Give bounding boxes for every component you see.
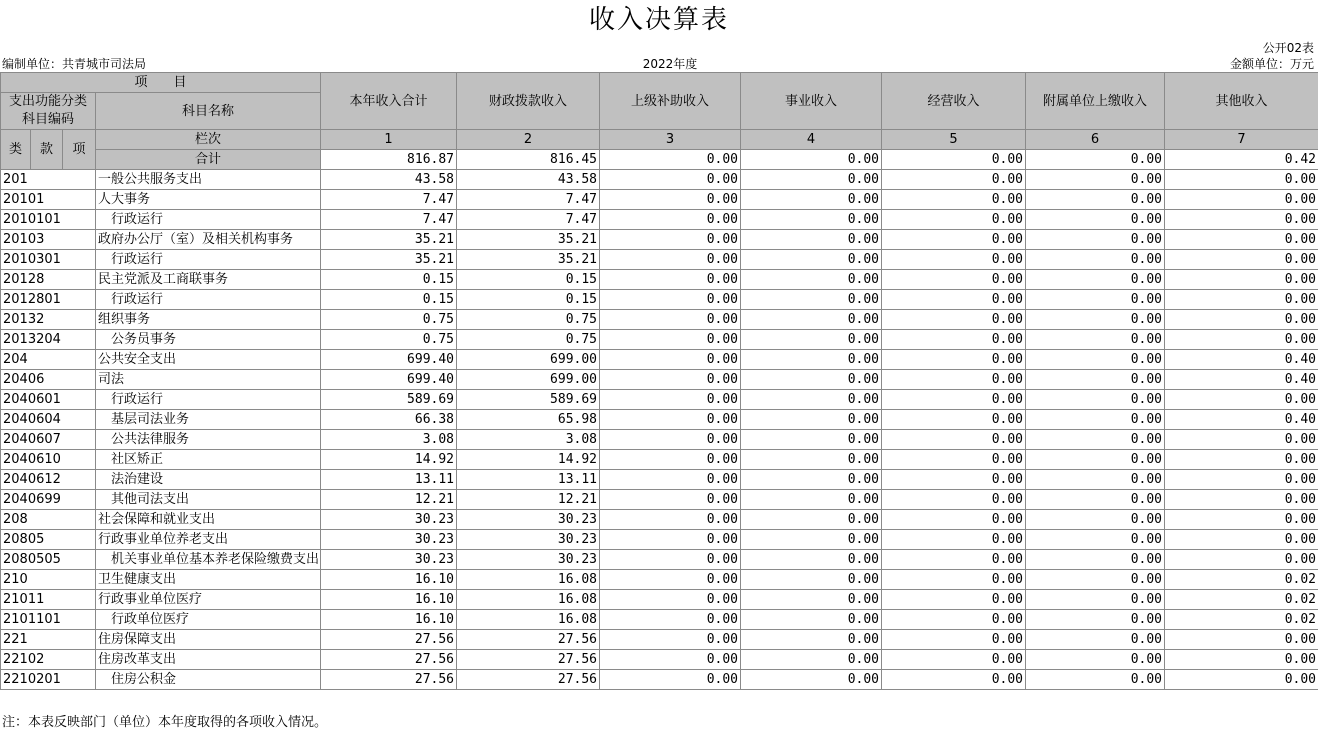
row-value: 0.00 (600, 510, 741, 530)
table-row (1, 450, 1318, 470)
row-code: 2012801 (1, 290, 96, 310)
row-value: 0.00 (741, 570, 882, 590)
table-row (1, 610, 1318, 630)
row-value: 0.00 (882, 230, 1026, 250)
row-name: 机关事业单位基本养老保险缴费支出 (96, 550, 321, 570)
row-code: 210 (1, 570, 96, 590)
row-value: 0.15 (457, 290, 600, 310)
table-row (1, 330, 1318, 350)
row-value: 0.00 (741, 170, 882, 190)
col-header-4: 事业收入 (741, 73, 882, 130)
col-number-1: 1 (321, 130, 457, 150)
row-value: 0.00 (882, 390, 1026, 410)
row-value: 0.00 (1026, 550, 1165, 570)
row-value: 0.00 (600, 630, 741, 650)
row-code: 204 (1, 350, 96, 370)
row-code: 21011 (1, 590, 96, 610)
row-value: 0.00 (1165, 650, 1318, 670)
row-value: 699.00 (457, 350, 600, 370)
row-value: 0.15 (321, 270, 457, 290)
col-header-5: 经营收入 (882, 73, 1026, 130)
row-value: 0.00 (741, 370, 882, 390)
row-name: 行政运行 (96, 210, 321, 230)
total-value: 0.00 (600, 150, 741, 170)
row-name: 行政事业单位养老支出 (96, 530, 321, 550)
row-value: 0.00 (741, 650, 882, 670)
col-header-6: 附属单位上缴收入 (1026, 73, 1165, 130)
row-value: 0.00 (1026, 350, 1165, 370)
row-value: 0.00 (1026, 530, 1165, 550)
table-row (1, 630, 1318, 650)
row-name: 住房改革支出 (96, 650, 321, 670)
row-value: 0.00 (741, 510, 882, 530)
row-value: 0.00 (741, 310, 882, 330)
row-value: 0.00 (1026, 570, 1165, 590)
row-value: 0.00 (1165, 450, 1318, 470)
year-label: 2022年度 (642, 57, 698, 71)
row-value: 0.75 (321, 330, 457, 350)
col-number-6: 6 (1026, 130, 1165, 150)
table-row (1, 410, 1318, 430)
row-value: 0.00 (1026, 510, 1165, 530)
row-value: 0.00 (741, 630, 882, 650)
total-label: 合计 (96, 150, 321, 170)
row-value: 14.92 (321, 450, 457, 470)
header-xiang: 项 (63, 130, 96, 170)
row-value: 699.00 (457, 370, 600, 390)
row-value: 0.40 (1165, 350, 1318, 370)
row-value: 0.00 (1026, 410, 1165, 430)
header-lei: 类 (1, 130, 31, 170)
row-name: 社会保障和就业支出 (96, 510, 321, 530)
table-row (1, 310, 1318, 330)
total-value: 816.87 (321, 150, 457, 170)
row-value: 0.00 (600, 210, 741, 230)
table-row (1, 510, 1318, 530)
row-value: 0.00 (882, 410, 1026, 430)
row-value: 589.69 (457, 390, 600, 410)
row-value: 0.00 (741, 430, 882, 450)
table-row (1, 490, 1318, 510)
row-value: 7.47 (321, 190, 457, 210)
row-value: 699.40 (321, 350, 457, 370)
row-value: 0.00 (1026, 370, 1165, 390)
row-code: 2040601 (1, 390, 96, 410)
row-code: 201 (1, 170, 96, 190)
row-name: 其他司法支出 (96, 490, 321, 510)
row-value: 0.00 (600, 190, 741, 210)
row-value: 30.23 (321, 510, 457, 530)
row-code: 2010101 (1, 210, 96, 230)
row-value: 0.00 (1026, 270, 1165, 290)
table-row (1, 250, 1318, 270)
footnote: 注：本表反映部门（单位）本年度取得的各项收入情况。 (2, 715, 328, 730)
row-code: 2210201 (1, 670, 96, 690)
row-value: 0.40 (1165, 410, 1318, 430)
row-value: 0.00 (600, 670, 741, 690)
row-code: 2040604 (1, 410, 96, 430)
row-value: 30.23 (321, 550, 457, 570)
row-value: 0.00 (882, 270, 1026, 290)
row-value: 0.00 (882, 530, 1026, 550)
row-value: 43.58 (321, 170, 457, 190)
col-number-5: 5 (882, 130, 1026, 150)
row-value: 0.00 (600, 230, 741, 250)
row-value: 27.56 (457, 630, 600, 650)
row-name: 基层司法业务 (96, 410, 321, 430)
row-value: 0.00 (1026, 290, 1165, 310)
row-name: 行政事业单位医疗 (96, 590, 321, 610)
row-value: 0.00 (1026, 190, 1165, 210)
row-value: 0.00 (1026, 470, 1165, 490)
row-code: 221 (1, 630, 96, 650)
total-value: 816.45 (457, 150, 600, 170)
row-value: 0.00 (741, 250, 882, 270)
table-row (1, 650, 1318, 670)
row-value: 0.00 (741, 190, 882, 210)
row-value: 0.00 (1026, 230, 1165, 250)
row-value: 0.00 (1165, 510, 1318, 530)
row-name: 行政单位医疗 (96, 610, 321, 630)
row-value: 0.00 (882, 590, 1026, 610)
row-value: 0.00 (882, 370, 1026, 390)
row-value: 0.00 (882, 510, 1026, 530)
header-xiangmu: 项 目 (1, 73, 321, 93)
row-code: 2040610 (1, 450, 96, 470)
row-code: 2040699 (1, 490, 96, 510)
row-value: 0.00 (1165, 390, 1318, 410)
row-value: 0.00 (882, 470, 1026, 490)
row-value: 0.00 (1165, 490, 1318, 510)
row-value: 0.00 (600, 330, 741, 350)
row-value: 0.00 (1026, 390, 1165, 410)
row-value: 0.00 (600, 350, 741, 370)
row-value: 12.21 (321, 490, 457, 510)
table-row (1, 210, 1318, 230)
total-value: 0.00 (741, 150, 882, 170)
row-name: 行政运行 (96, 250, 321, 270)
row-value: 0.00 (600, 550, 741, 570)
table-row (1, 270, 1318, 290)
row-code: 20406 (1, 370, 96, 390)
row-value: 0.00 (882, 650, 1026, 670)
row-value: 0.00 (1026, 170, 1165, 190)
row-value: 0.00 (882, 210, 1026, 230)
row-value: 0.00 (741, 550, 882, 570)
row-value: 0.00 (1165, 250, 1318, 270)
row-value: 0.00 (882, 610, 1026, 630)
row-value: 0.00 (882, 670, 1026, 690)
row-value: 0.00 (741, 350, 882, 370)
row-value: 35.21 (457, 230, 600, 250)
row-value: 0.00 (741, 530, 882, 550)
row-value: 30.23 (457, 530, 600, 550)
col-number-3: 3 (600, 130, 741, 150)
row-value: 0.00 (1026, 650, 1165, 670)
row-value: 0.75 (457, 310, 600, 330)
row-value: 13.11 (457, 470, 600, 490)
row-code: 2010301 (1, 250, 96, 270)
total-value: 0.42 (1165, 150, 1318, 170)
header-code-group: 支出功能分类科目编码 (1, 93, 96, 130)
row-value: 0.00 (1165, 270, 1318, 290)
row-value: 0.00 (600, 590, 741, 610)
table-row (1, 230, 1318, 250)
row-name: 行政运行 (96, 390, 321, 410)
row-value: 0.00 (1165, 430, 1318, 450)
row-value: 66.38 (321, 410, 457, 430)
row-value: 27.56 (321, 650, 457, 670)
table-row (1, 550, 1318, 570)
col-number-4: 4 (741, 130, 882, 150)
row-value: 7.47 (457, 210, 600, 230)
row-value: 16.08 (457, 570, 600, 590)
header-lanci: 栏次 (96, 130, 321, 150)
row-value: 0.00 (1165, 170, 1318, 190)
row-value: 0.00 (882, 190, 1026, 210)
row-value: 0.00 (741, 390, 882, 410)
row-value: 0.75 (321, 310, 457, 330)
unit-label: 编制单位：共青城市司法局 (2, 57, 147, 71)
row-code: 2013204 (1, 330, 96, 350)
total-row (1, 150, 1318, 170)
row-value: 0.00 (741, 490, 882, 510)
row-value: 0.00 (1165, 630, 1318, 650)
row-value: 0.00 (882, 630, 1026, 650)
row-value: 0.00 (1165, 290, 1318, 310)
table-row (1, 190, 1318, 210)
row-value: 0.00 (600, 170, 741, 190)
row-value: 65.98 (457, 410, 600, 430)
row-value: 27.56 (321, 670, 457, 690)
table-row (1, 390, 1318, 410)
row-value: 0.00 (882, 570, 1026, 590)
header-subject-name: 科目名称 (96, 93, 321, 130)
row-value: 27.56 (457, 670, 600, 690)
row-value: 0.00 (1026, 670, 1165, 690)
row-value: 27.56 (457, 650, 600, 670)
row-value: 16.08 (457, 590, 600, 610)
row-value: 0.00 (600, 310, 741, 330)
row-value: 0.00 (741, 270, 882, 290)
row-value: 699.40 (321, 370, 457, 390)
row-value: 0.00 (882, 330, 1026, 350)
row-value: 0.00 (882, 290, 1026, 310)
row-value: 0.00 (882, 450, 1026, 470)
row-name: 一般公共服务支出 (96, 170, 321, 190)
header-kuan: 款 (31, 130, 63, 170)
row-value: 0.00 (600, 410, 741, 430)
row-value: 0.00 (882, 490, 1026, 510)
row-value: 0.00 (741, 590, 882, 610)
row-name: 卫生健康支出 (96, 570, 321, 590)
row-value: 0.00 (1026, 330, 1165, 350)
row-value: 0.00 (1165, 470, 1318, 490)
col-number-2: 2 (457, 130, 600, 150)
row-value: 16.10 (321, 590, 457, 610)
row-value: 7.47 (457, 190, 600, 210)
row-value: 0.00 (600, 490, 741, 510)
row-value: 0.00 (1026, 250, 1165, 270)
row-value: 0.00 (600, 250, 741, 270)
row-name: 司法 (96, 370, 321, 390)
table-row (1, 170, 1318, 190)
row-value: 0.00 (1026, 490, 1165, 510)
row-value: 0.00 (882, 430, 1026, 450)
table-row (1, 290, 1318, 310)
row-value: 16.10 (321, 570, 457, 590)
row-code: 22102 (1, 650, 96, 670)
col-header-1: 本年收入合计 (321, 73, 457, 130)
row-value: 0.00 (1026, 630, 1165, 650)
page-title: 收入决算表 (588, 5, 729, 35)
row-value: 0.00 (600, 530, 741, 550)
row-value: 0.00 (882, 310, 1026, 330)
row-name: 组织事务 (96, 310, 321, 330)
row-name: 民主党派及工商联事务 (96, 270, 321, 290)
row-code: 2080505 (1, 550, 96, 570)
table-row (1, 430, 1318, 450)
row-name: 住房保障支出 (96, 630, 321, 650)
total-value: 0.00 (882, 150, 1026, 170)
row-name: 社区矫正 (96, 450, 321, 470)
row-value: 0.02 (1165, 590, 1318, 610)
row-value: 13.11 (321, 470, 457, 490)
row-value: 30.23 (321, 530, 457, 550)
row-value: 0.00 (600, 450, 741, 470)
row-value: 0.00 (600, 570, 741, 590)
row-code: 20132 (1, 310, 96, 330)
row-value: 0.00 (741, 230, 882, 250)
row-value: 0.00 (1026, 210, 1165, 230)
row-value: 0.00 (1165, 550, 1318, 570)
row-value: 0.15 (321, 290, 457, 310)
row-value: 0.00 (1165, 330, 1318, 350)
row-name: 住房公积金 (96, 670, 321, 690)
row-value: 0.00 (1026, 610, 1165, 630)
row-value: 0.00 (882, 250, 1026, 270)
row-value: 0.00 (882, 550, 1026, 570)
row-value: 0.00 (741, 670, 882, 690)
income-table (0, 72, 1318, 690)
row-value: 16.08 (457, 610, 600, 630)
row-value: 0.00 (741, 470, 882, 490)
row-code: 20805 (1, 530, 96, 550)
row-code: 20101 (1, 190, 96, 210)
table-row (1, 570, 1318, 590)
row-value: 0.00 (1026, 590, 1165, 610)
row-value: 0.00 (1165, 190, 1318, 210)
row-value: 16.10 (321, 610, 457, 630)
row-value: 0.00 (741, 610, 882, 630)
row-name: 公共法律服务 (96, 430, 321, 450)
col-header-7: 其他收入 (1165, 73, 1318, 130)
row-value: 43.58 (457, 170, 600, 190)
row-value: 0.00 (1165, 230, 1318, 250)
row-value: 7.47 (321, 210, 457, 230)
row-value: 0.02 (1165, 610, 1318, 630)
table-row (1, 350, 1318, 370)
row-value: 0.00 (600, 610, 741, 630)
row-code: 2040612 (1, 470, 96, 490)
row-value: 0.00 (600, 430, 741, 450)
row-value: 0.00 (1165, 310, 1318, 330)
row-value: 0.15 (457, 270, 600, 290)
row-value: 0.00 (1026, 430, 1165, 450)
row-value: 0.00 (741, 450, 882, 470)
row-code: 20103 (1, 230, 96, 250)
row-name: 公务员事务 (96, 330, 321, 350)
row-value: 0.00 (600, 390, 741, 410)
row-value: 0.00 (600, 370, 741, 390)
row-value: 35.21 (321, 250, 457, 270)
row-name: 人大事务 (96, 190, 321, 210)
row-value: 0.00 (600, 290, 741, 310)
col-header-2: 财政拨款收入 (457, 73, 600, 130)
row-value: 0.40 (1165, 370, 1318, 390)
row-value: 0.00 (741, 210, 882, 230)
table-row (1, 370, 1318, 390)
row-value: 0.00 (741, 330, 882, 350)
row-value: 0.00 (741, 290, 882, 310)
row-value: 0.02 (1165, 570, 1318, 590)
row-value: 0.00 (1165, 530, 1318, 550)
row-value: 30.23 (457, 510, 600, 530)
row-name: 行政运行 (96, 290, 321, 310)
row-code: 2040607 (1, 430, 96, 450)
row-value: 0.00 (600, 270, 741, 290)
row-value: 0.00 (600, 470, 741, 490)
row-code: 2101101 (1, 610, 96, 630)
money-unit: 金额单位：万元 (1229, 57, 1314, 71)
row-value: 3.08 (457, 430, 600, 450)
row-value: 0.00 (882, 350, 1026, 370)
row-code: 20128 (1, 270, 96, 290)
row-value: 0.00 (741, 410, 882, 430)
row-value: 27.56 (321, 630, 457, 650)
row-value: 35.21 (457, 250, 600, 270)
table-row (1, 470, 1318, 490)
row-value: 589.69 (321, 390, 457, 410)
total-value: 0.00 (1026, 150, 1165, 170)
row-value: 30.23 (457, 550, 600, 570)
row-code: 208 (1, 510, 96, 530)
table-row (1, 590, 1318, 610)
row-value: 3.08 (321, 430, 457, 450)
form-code: 公开02表 (1262, 41, 1314, 55)
row-name: 政府办公厅（室）及相关机构事务 (96, 230, 321, 250)
col-header-3: 上级补助收入 (600, 73, 741, 130)
row-value: 0.00 (1165, 210, 1318, 230)
row-value: 0.75 (457, 330, 600, 350)
row-value: 0.00 (882, 170, 1026, 190)
col-number-7: 7 (1165, 130, 1318, 150)
row-value: 35.21 (321, 230, 457, 250)
row-name: 公共安全支出 (96, 350, 321, 370)
row-value: 0.00 (600, 650, 741, 670)
row-value: 0.00 (1026, 310, 1165, 330)
row-value: 12.21 (457, 490, 600, 510)
row-value: 14.92 (457, 450, 600, 470)
row-name: 法治建设 (96, 470, 321, 490)
row-value: 0.00 (1026, 450, 1165, 470)
table-row (1, 670, 1318, 690)
table-row (1, 530, 1318, 550)
row-value: 0.00 (1165, 670, 1318, 690)
